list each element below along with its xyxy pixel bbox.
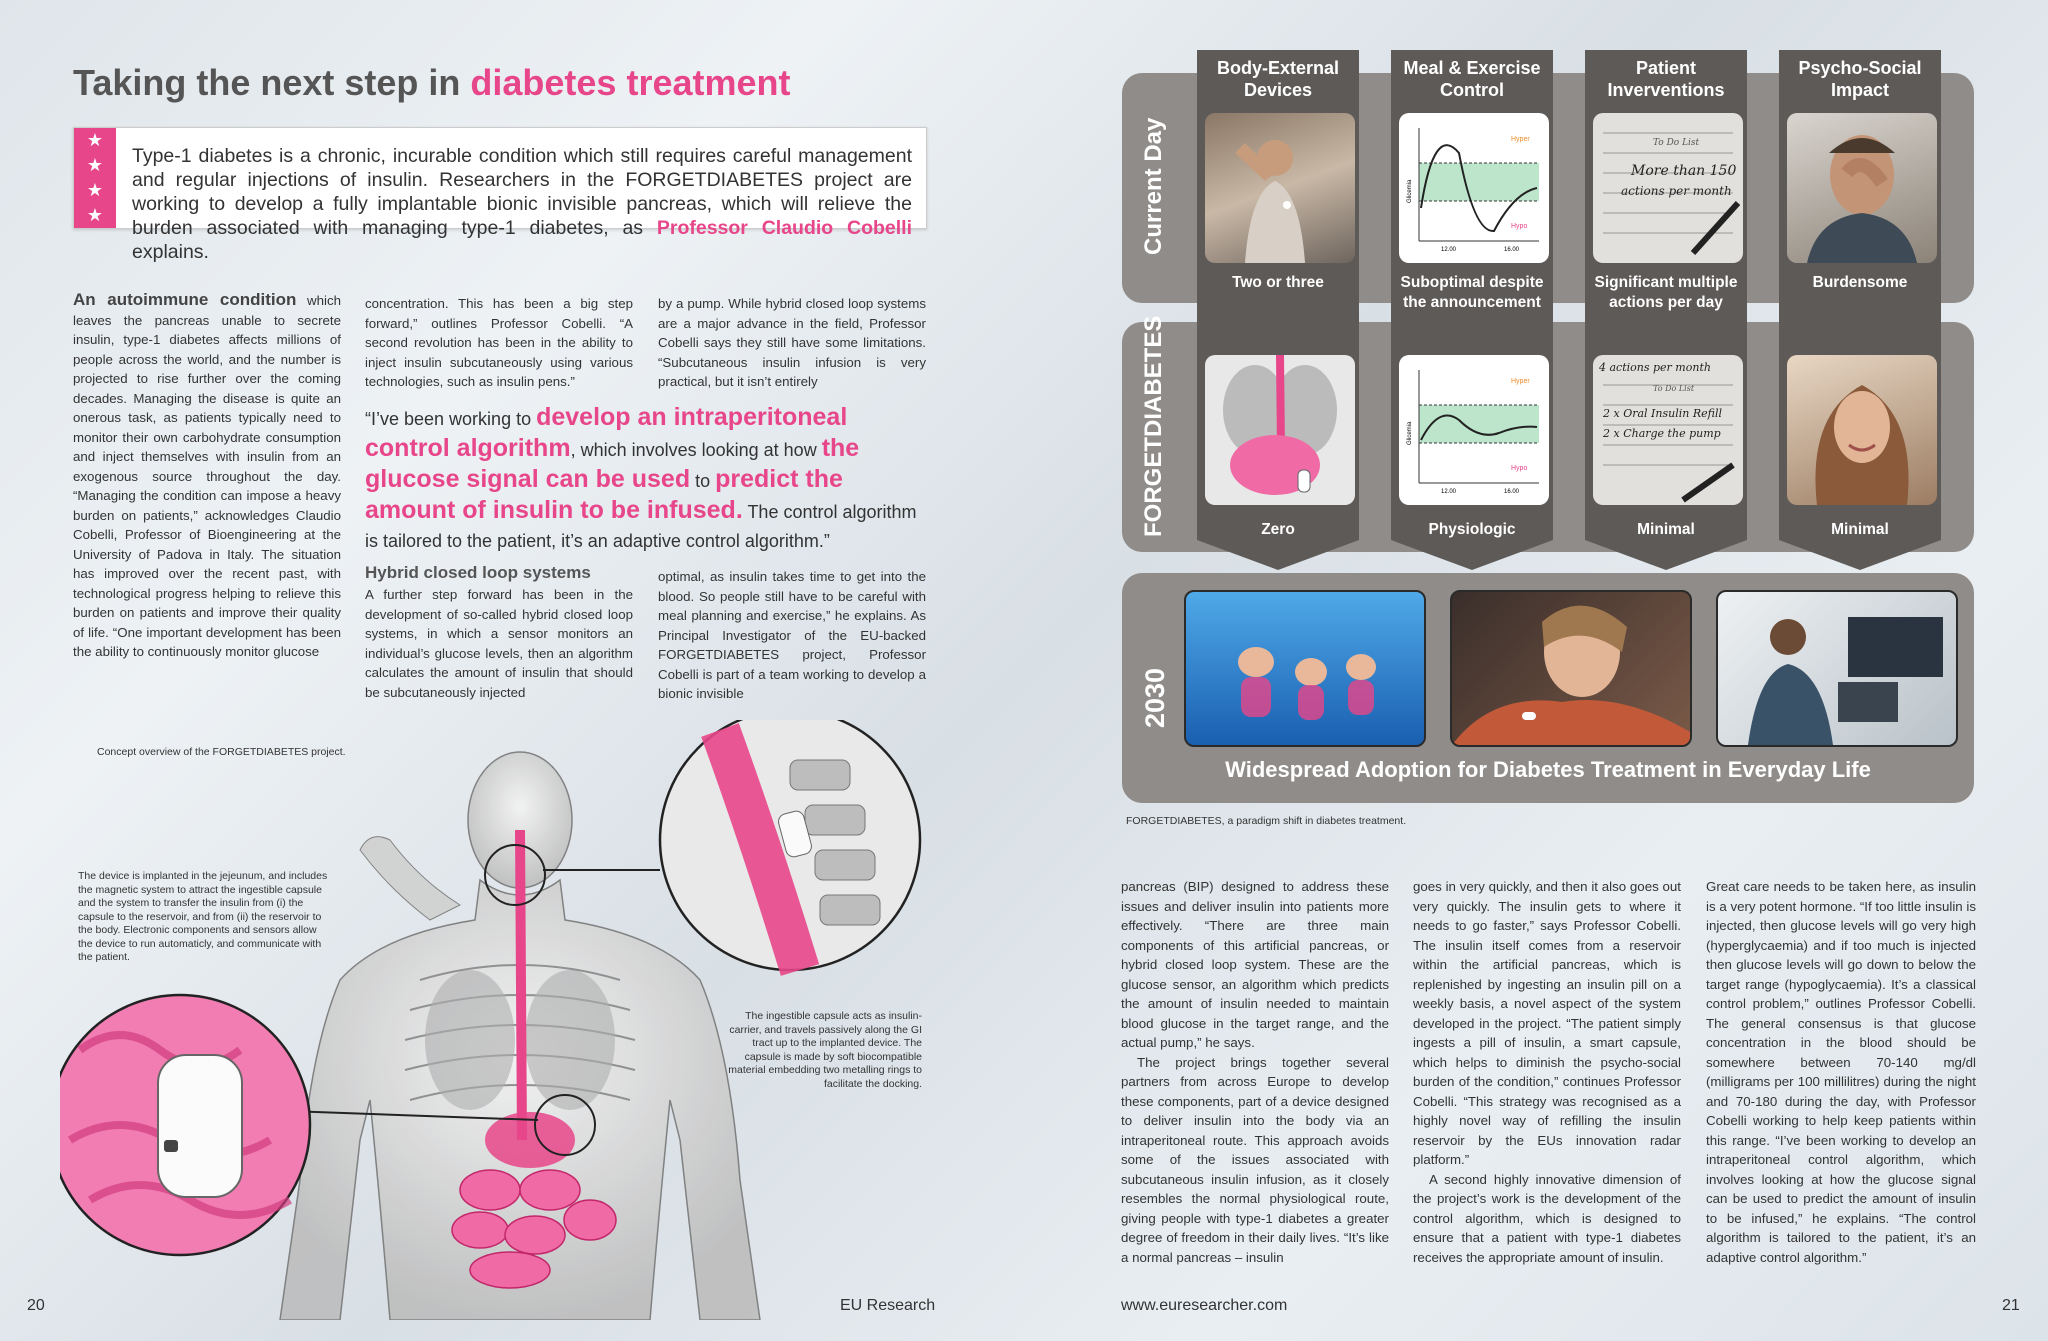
stressed-man-photo	[1787, 113, 1937, 263]
cell-fd-psycho: Minimal	[1831, 521, 1889, 538]
cell-current-psycho: Burdensome	[1812, 274, 1908, 291]
woman-with-sensor-photo	[1205, 113, 1355, 263]
notepad-forgetdiabetes	[1593, 355, 1743, 505]
col-head-interventions: Patient Inverventions	[1607, 58, 1725, 100]
kids-swimming-photo	[1184, 590, 1426, 747]
svg-text:More than 150: More than 150	[1631, 163, 1737, 179]
cell-current-interventions: Significant multiple actions per day	[1594, 274, 1738, 311]
website-url: www.euresearcher.com	[1121, 1297, 1288, 1314]
row-label-2030: 2030	[1140, 667, 1170, 728]
cell-fd-interventions: Minimal	[1637, 521, 1695, 538]
svg-text:2 x Oral Insulin Refill: 2 x Oral Insulin Refill	[1603, 407, 1722, 420]
svg-text:12.00: 12.00	[1441, 489, 1457, 495]
panel-caption: FORGETDIABETES, a paradigm shift in diabetes treatment.	[1126, 815, 1407, 827]
left-column-3: by a pump. While hybrid closed loop systems are a major advance in the field, Professor Cobelli says they still have some limitations. “Subcutaneous insulin infusion is very practical, but it isn’t entirely	[658, 296, 926, 389]
professor-name: Professor Claudio Cobelli	[656, 217, 913, 239]
cell-fd-meal: Physiologic	[1428, 521, 1516, 538]
svg-text:2 x Charge the pump: 2 x Charge the pump	[1603, 427, 1721, 440]
anatomy-thumbnail	[1205, 355, 1355, 505]
right-column-3: Great care needs to be taken here, as insulin is a very potent hormone. “If too little insulin is injected, then glucose levels will go very high (hyperglycaemia) and if too much is injected then glucose levels will go down to below the target range (hypoglycaemia). It’s a classical control problem,” outlines Professor Cobelli. The general consensus is that glucose concentration in the blood should be somewhere between 70-140 mg/dl (milligrams per 100 millilitres) during the night and 70-180 during the day, with Professor Cobelli working to help keep patients within this range. “I’ve been working to develop an intraperitoneal control algorithm, which involves looking at how the glucose signal can be used to predict the amount of insulin to be infused,” he explains. “The control algorithm is tailored to the patient, it’s an adaptive control algorithm.”	[1706, 879, 1976, 1265]
device-caption: The device is implanted in the jejeunum, and includes the magnetic system to attract the ingestible capsule and the system to transfer the insulin from (i) the capsule to the reservoir, and from (ii) the reservoir to the body. Electronic components and sensors allow the device to run automaticly, and communicate with the patient.	[78, 870, 328, 963]
figure-caption: Concept overview of the FORGETDIABETES project.	[97, 746, 346, 758]
svg-text:Hyper: Hyper	[1511, 136, 1530, 143]
col-head-meal: Meal & Exercise Control	[1403, 58, 1541, 100]
svg-text:To Do List: To Do List	[1653, 384, 1695, 393]
star-icons: ★ ★ ★ ★	[74, 128, 116, 228]
svg-text:16.00: 16.00	[1504, 247, 1520, 253]
magazine-name: EU Research	[840, 1297, 936, 1314]
page-number-right: 21	[2002, 1297, 2020, 1314]
intro-text: Type-1 diabetes is a chronic, incurable condition which still requires careful management and regular injections of insulin. Researchers in the FORGETDIABETES project are working to develop a fully implantable bionic invisible pancreas, which will relieve the burden associated with managing type-1 diabetes, as Professor Claudio Cobelli explains.	[132, 145, 913, 263]
left-column-1: An autoimmune condition which leaves the pancreas unable to secrete insulin, type-1 diabetes affects millions of people across the world, and the number is projected to rise further over the coming decades. Managing the disease is quite an onerous task, as patients typically need to monitor their own carbohydrate consumption and inject themselves with insulin from an exogenous source throughout the day. “Managing the condition can impose a heavy burden on patients,” acknowledges Claudio Cobelli, Professor of Bioengineering at the University of Padova in Italy. The situation has improved over the recent past, with technological progress helping to relieve this burden on patients and improve their quality of life. “One important development has been the ability to continuously monitor glucose	[73, 290, 341, 659]
lead-in: An autoimmune condition	[73, 290, 297, 309]
svg-text:12.00: 12.00	[1441, 247, 1457, 253]
capsule-caption: The ingestible capsule acts as insulin-carrier, and travels passively along the GI tract up to the implanted device. The capsule is made by soft biocompatible material embedding two metalling rings to facilitate the docking.	[728, 1010, 922, 1090]
notepad-current	[1593, 113, 1743, 263]
left-column-2b: Hybrid closed loop systems A further step forward has been in the development of so-called hybrid closed loop systems, in which a sensor monitors an individual’s glucose levels, then an algorithm calculates the amount of insulin that should be subcutaneously injected	[365, 563, 633, 700]
smiling-woman-photo	[1787, 355, 1937, 505]
subheading: Hybrid closed loop systems	[365, 563, 591, 582]
left-column-3b: optimal, as insulin takes time to get into the blood. So people still have to be careful with meal planning and exercise,” he explains. As Principal Investigator of the EU-backed FORGETDIABETES project, Professor Cobelli is part of a team working to develop a bionic invisible	[658, 569, 926, 701]
glucose-chart-current	[1399, 113, 1549, 263]
title-highlight: diabetes treatment	[470, 62, 791, 103]
svg-text:4 actions per month: 4 actions per month	[1599, 361, 1711, 374]
col-head-devices: Body-External Devices	[1216, 58, 1340, 100]
cell-fd-devices: Zero	[1261, 521, 1295, 538]
col-head-psycho: Psycho-Social Impact	[1798, 58, 1922, 100]
cell-current-meal: Suboptimal despite the announcement	[1400, 274, 1544, 311]
svg-text:Glicemia: Glicemia	[1407, 179, 1413, 203]
svg-text:Glicemia: Glicemia	[1407, 421, 1413, 445]
svg-text:Hypo: Hypo	[1511, 465, 1528, 472]
svg-text:Hyper: Hyper	[1511, 378, 1530, 385]
intro-box	[73, 127, 927, 263]
article-title: Taking the next step in diabetes treatment	[73, 62, 791, 103]
svg-text:Hypo: Hypo	[1511, 223, 1528, 230]
future-banner: Widespread Adoption for Diabetes Treatment in Everyday Life	[1225, 757, 1871, 782]
man-at-computer-photo	[1716, 590, 1958, 747]
page-number-left: 20	[27, 1297, 45, 1314]
row-label-forgetdiabetes: FORGETDIABETES	[1140, 315, 1167, 537]
svg-text:16.00: 16.00	[1504, 489, 1520, 495]
woman-with-pill-photo	[1450, 590, 1692, 747]
left-column-2: concentration. This has been a big step forward,” outlines Professor Cobelli. “A second revolution has been in the ability to inject insulin subcutaneously using various technologies, such as insulin pens.”	[365, 296, 633, 389]
row-label-current: Current Day	[1140, 117, 1167, 255]
cell-current-devices: Two or three	[1232, 274, 1324, 291]
right-column-1: pancreas (BIP) designed to address these issues and deliver insulin into patients more effectively. “There are three main components of this artificial pancreas, or hybrid closed loop system. These are the glucose sensor, an algorithm which predicts the amount of insulin needed to maintain blood glucose in the target range, and the actual pump,” he says. The project brings together several partners from across Europe to develop these components, part of a device designed to deliver insulin into the body via an intraperitoneal route. This approach avoids some of the issues associated with subcutaneous insulin infusion, as it closely resembles the normal physiological route, giving people with type-1 diabetes a greater degree of freedom in their daily lives. “It’s like a normal pancreas – insulin	[1121, 879, 1389, 1265]
glucose-chart-forgetdiabetes	[1399, 355, 1549, 505]
pull-quote: “I’ve been working to develop an intraperitoneal control algorithm, which involves looking at how the glucose signal can be used to predict the amount of insulin to be infused. The control algorithm is tailored to the patient, it’s an adaptive control algorithm.”	[365, 403, 917, 551]
svg-text:To Do List: To Do List	[1653, 138, 1700, 148]
svg-text:actions per month: actions per month	[1621, 184, 1732, 198]
right-column-2: goes in very quickly, and then it also goes out very quickly. The insulin gets to where it needs to go faster,” says Professor Cobelli. The insulin itself comes from a reservoir within the artificial pancreas, which is replenished by ingesting an insulin pill on a weekly basis, a novel aspect of the system developed in the project. “The patient simply ingests a pill of insulin, a smart capsule, which helps to diminish the psycho-social burden of the condition,” continues Professor Cobelli. “This strategy was recognised as a highly novel way of refilling the insulin reservoir by the EUs innovation radar platform.” A second highly innovative dimension of the project’s work is the development of the control algorithm, which is designed to ensure that a patient with type-1 diabetes receives the appropriate amount of insulin.	[1413, 879, 1681, 1265]
